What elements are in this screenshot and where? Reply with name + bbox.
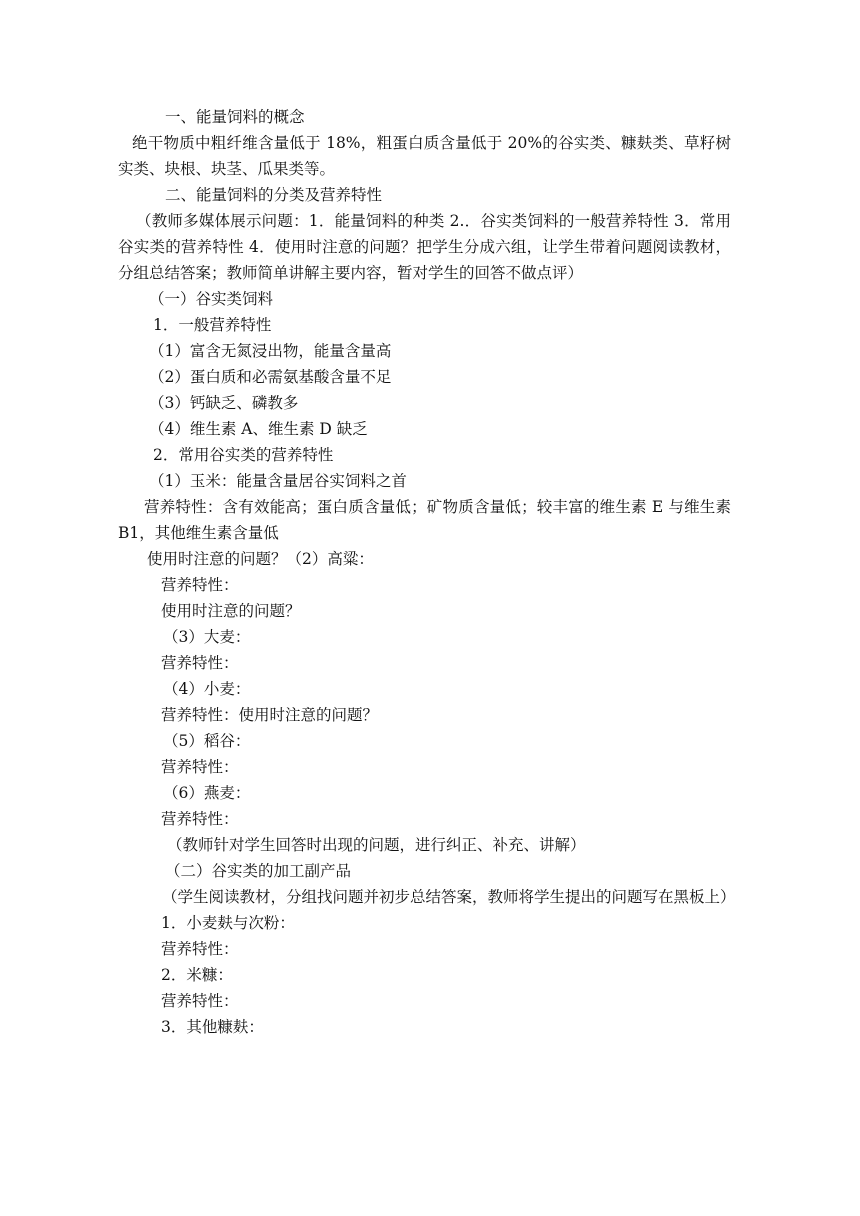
- text-line: 营养特性：: [161, 940, 239, 958]
- list-item: （1）富含无氮浸出物，能量含量高: [149, 342, 392, 360]
- list-item-wheat-bran: 1．小麦麸与次粉：: [161, 914, 295, 932]
- list-item-oats: （6）燕麦：: [163, 784, 251, 802]
- paragraph-corn-nutrition: 营养特性：含有效能高；蛋白质含量低；矿物质含量低；较丰富的维生素 E 与维生素 B1，其他维生素含量低: [118, 498, 731, 542]
- text-line: 营养特性：: [161, 576, 239, 594]
- paragraph-definition: 绝干物质中粗纤维含量低于 18%，粗蛋白质含量低于 20%的谷实类、糠麸类、草籽树实类、块根、块茎、瓜果类等。: [118, 134, 731, 178]
- list-item: （2）蛋白质和必需氨基酸含量不足: [149, 368, 392, 386]
- subsection-heading-grain-feeds: （一）谷实类饲料: [149, 290, 274, 308]
- text-line: 营养特性：: [161, 654, 239, 672]
- subsection-heading-byproducts: （二）谷实类的加工副产品: [165, 862, 352, 880]
- list-item-wheat: （4）小麦：: [163, 680, 251, 698]
- document-body: [118, 104, 736, 1040]
- section-heading-classification: 二、能量饲料的分类及营养特性: [165, 186, 383, 204]
- list-item-rice: （5）稻谷：: [163, 732, 251, 750]
- list-item: （4）维生素 A、维生素 D 缺乏: [149, 420, 368, 438]
- list-item-other-bran: 3．其他糠麸：: [161, 1018, 264, 1036]
- text-line: 营养特性：使用时注意的问题？: [161, 706, 379, 724]
- paragraph-teacher-questions: （教师多媒体展示问题：1．能量饲料的种类 2.．谷实类饲料的一般营养特性 3．常用谷实类的营养特性 4．使用时注意的问题？把学生分成六组，让学生带着问题阅读教材，分组总结答案；教师简单讲解主要内容，暂对学生的回答不做点评）: [118, 212, 731, 282]
- section-heading-energy-feed-concept: 一、能量饲料的概念: [165, 108, 305, 126]
- text-line: 营养特性：: [161, 810, 239, 828]
- list-item: （3）钙缺乏、磷教多: [149, 394, 299, 412]
- list-item-corn: （1）玉米：能量含量居谷实饲料之首: [149, 472, 407, 490]
- text-line: 营养特性：: [161, 992, 239, 1010]
- text-line: 使用时注意的问题？（2）高粱：: [147, 550, 374, 568]
- subheading-general-nutrition: 1．一般营养特性: [153, 316, 272, 334]
- text-line: 营养特性：: [161, 758, 239, 776]
- list-item-barley: （3）大麦：: [163, 628, 251, 646]
- text-line: 使用时注意的问题？: [161, 602, 301, 620]
- list-item-rice-bran: 2．米糠：: [161, 966, 233, 984]
- text-line-teacher-note: （教师针对学生回答时出现的问题，进行纠正、补充、讲解）: [167, 836, 586, 854]
- subheading-common-grains: 2．常用谷实类的营养特性: [153, 446, 334, 464]
- paragraph-student-reading: （学生阅读教材，分组找问题并初步总结答案，教师将学生提出的问题写在黑板上）: [162, 888, 736, 906]
